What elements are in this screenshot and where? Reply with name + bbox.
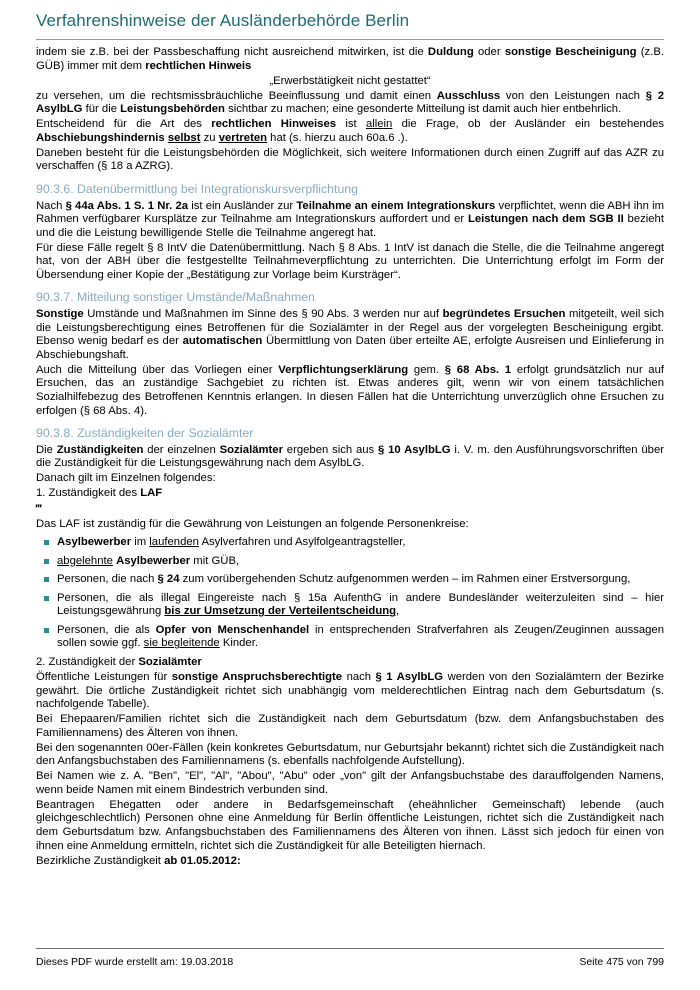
text-run: erfolgt grundsätzlich nur auf Ersuchen, das an zuständige Sachgebiet zu richten ist. Etwas anderes gilt, wenn wir von einem tatsächlichen Sozialhilfebezug des Betroffenen Kenntnis erlangen. In diesen Fällen hat die Unterrichtung unverzüglich ohne Ersuchen zu erfolgen (§ 68 Abs. 4). bbox=[36, 363, 665, 417]
text-run: sonstige Anspruchsberechtigte bbox=[171, 670, 343, 683]
text-run: Asylbewerber bbox=[57, 536, 132, 549]
text-run: § 68 Abs. 1 bbox=[444, 363, 512, 376]
paragraph bbox=[36, 503, 664, 517]
text-run: nach bbox=[342, 670, 376, 683]
text-run: i. V. m. den Ausführungsvorschriften über die Zuständigkeit für die Leistungsgewährung nach dem AsylbLG. bbox=[36, 443, 664, 470]
footer-row bbox=[36, 956, 664, 968]
text-run: (z.B. GÜB) immer mit dem bbox=[36, 46, 665, 72]
bullet-square-icon bbox=[44, 596, 49, 601]
text-run: , bbox=[396, 605, 400, 618]
text-run: begründetes Ersuchen bbox=[442, 308, 566, 321]
text-run: „Erwerbstätigkeit nicht gestattet“ bbox=[269, 74, 431, 87]
text-run: § 2 AsylbLG bbox=[36, 89, 665, 116]
text-run: Leistungsbehörden bbox=[120, 103, 225, 116]
text-run: Leistungen nach dem SGB II bbox=[467, 213, 624, 226]
paragraph bbox=[36, 147, 664, 174]
list-item-text bbox=[57, 592, 664, 618]
text-run: im bbox=[131, 536, 150, 549]
footer-created-date: Dieses PDF wurde erstellt am: 19.03.2018 bbox=[36, 956, 234, 968]
text-run: von den Leistungen nach bbox=[500, 89, 646, 102]
text-run: § 1 AsylbLG bbox=[375, 670, 444, 683]
text-run: Entscheidend für die Art des bbox=[36, 118, 212, 131]
text-run: indem sie z.B. bei der Passbeschaffung nicht ausreichend mitwirken, ist die bbox=[36, 46, 428, 58]
text-run: Verpflichtungserklärung bbox=[278, 363, 409, 376]
list-item bbox=[43, 624, 664, 651]
paragraph bbox=[36, 799, 664, 853]
text-run: sichtbar zu machen; eine gesonderte Mitteilung ist damit auch hier entbehrlich. bbox=[224, 103, 622, 116]
text-run: zu bbox=[200, 131, 219, 144]
text-run: Daneben besteht für die Leistungsbehörden die Möglichkeit, sich weitere Informationen durch einen Zugriff auf das AZR zu verschaffen (§ 18 a AZRG). bbox=[36, 146, 664, 173]
text-run: abgelehnte bbox=[57, 554, 113, 567]
text-run: ergeben sich aus bbox=[282, 443, 379, 456]
list-item-text bbox=[57, 555, 239, 567]
text-run: Auch die Mitteilung über das Vorliegen einer bbox=[36, 363, 279, 376]
list-item-text bbox=[57, 624, 664, 650]
paragraph bbox=[36, 90, 664, 117]
bullet-square-icon bbox=[44, 577, 49, 582]
text-run: ist ein Ausländer zur bbox=[188, 199, 297, 212]
text-run: zu versehen, um die rechtsmissbräuchliche Beeinflussung und damit einen bbox=[36, 89, 437, 102]
paragraph bbox=[36, 242, 664, 283]
text-run: vertreten bbox=[218, 131, 268, 144]
text-run: Ausschluss bbox=[436, 89, 501, 102]
text-run: sie begleitende bbox=[143, 637, 220, 650]
text-run: Übermittlung von Daten über erteilte AE, erfolgte Ausreisen und Einlieferung in Abschiebungshaft. bbox=[36, 335, 664, 361]
paragraph bbox=[36, 487, 664, 501]
text-run: mitgeteilt, weil sich die Leistungsberechtigung eines Betroffenen für die Sozialämter in der Regel aus der vorgelegten Bescheinigung ergibt. Ebenso wenig bedarf es der bbox=[36, 308, 665, 348]
text-run: oder bbox=[473, 46, 505, 58]
text-run: Asylverfahren und Asylfolgeantragsteller, bbox=[198, 536, 406, 549]
text-run: Sozialämter bbox=[138, 655, 202, 668]
text-run: verpflichtet, wenn die ABH ihn im Rahmen verfügbarer Kursplätze zur Teilnahme am Integrationskurs auffordert und er bbox=[36, 199, 664, 226]
text-run: gem. bbox=[408, 363, 445, 376]
paragraph bbox=[36, 855, 664, 869]
text-run: zum vorübergehenden Schutz aufgenommen werden – im Rahmen einer Erstversorgung, bbox=[179, 573, 631, 586]
list-item bbox=[43, 573, 664, 587]
text-run: rechtlichen Hinweis bbox=[145, 59, 252, 72]
paragraph bbox=[36, 308, 664, 362]
text-run: Nach bbox=[36, 199, 66, 212]
text-run: ist bbox=[336, 118, 366, 131]
text-run: allein bbox=[365, 118, 393, 131]
paragraph bbox=[36, 444, 664, 471]
text-run: bis zur Umsetzung der Verteilentscheidung bbox=[164, 605, 397, 618]
paragraph bbox=[36, 364, 664, 418]
text-run: Opfer von Menschenhandel bbox=[155, 623, 310, 636]
paragraph bbox=[36, 671, 664, 712]
text-run: die Frage, ob der Ausländer ein bestehendes bbox=[392, 118, 665, 131]
paragraph bbox=[36, 770, 664, 797]
paragraph bbox=[36, 75, 664, 89]
bullet-square-icon bbox=[44, 540, 49, 545]
document-body bbox=[0, 40, 700, 868]
text-run: Kinder. bbox=[219, 637, 258, 650]
text-run: für die bbox=[82, 103, 121, 116]
text-run: automatischen bbox=[182, 335, 263, 348]
text-run: mit GÜB, bbox=[190, 554, 240, 567]
paragraph bbox=[36, 472, 664, 486]
text-run: Beantragen Ehegatten oder andere in Bedarfsgemeinschaft (eheähnlicher Gemeinschaft) lebende (auch gleichgeschlechtlich) Personen ohne eine Anmeldung für Berlin öffentliche Leistungen, richtet sich die Zuständigkeit nach dem Geburtsdatum bzw. Anfangsbuchstaben des Familiennamens des Älteren von ihnen. Lässt sich jedoch für einen von ihnen eine Anmeldung ermitteln, richtet sich die Zuständigkeit für alle Beteiligten hiernach. bbox=[36, 798, 664, 852]
text-run: Bezirkliche Zuständigkeit bbox=[36, 854, 165, 867]
text-run: Sozialämter bbox=[219, 443, 283, 456]
footer-divider bbox=[36, 948, 664, 949]
list-item bbox=[43, 555, 664, 569]
text-run: Die bbox=[36, 443, 57, 456]
text-run: in entsprechenden Strafverfahren als Zeugen/Zeuginnen aussagen sollen sowie ggf. bbox=[57, 623, 664, 650]
text-run: Für diese Fälle regelt § 8 IntV die Datenübermittlung. Nach § 8 Abs. 1 IntV ist danach die Stelle, die die Teilnahme angeregt hat, von der ABH über die festgestellte Teilnahmeverpflichtung zu unterrichten. Die Unterrichtung erfolgt im Form der Übersendung einer Kopie der „Bestätigung zur Vorlage beim Kursträger“. bbox=[36, 241, 664, 281]
text-run: Personen, die als illegal Eingereiste nach § 15a AufenthG in andere Bundesländer weiterzuleiten sind – hier Leistungsgewährung bbox=[57, 591, 664, 618]
text-run: 2. Zuständigkeit der bbox=[36, 655, 139, 668]
section-heading: 90.3.6. Datenübermittlung bei Integrationskursverpflichtung bbox=[36, 181, 358, 196]
text-run: LAF bbox=[140, 487, 163, 500]
text-run: Sonstige bbox=[36, 308, 84, 321]
text-run: Teilnahme an einem Integrationskurs bbox=[296, 199, 496, 212]
section-heading: 90.3.7. Mitteilung sonstiger Umstände/Maßnahmen bbox=[36, 290, 315, 305]
text-run: selbst bbox=[167, 131, 201, 144]
text-run: Duldung bbox=[427, 46, 474, 58]
list-item bbox=[43, 592, 664, 619]
list-item-text bbox=[57, 536, 406, 548]
list-item bbox=[43, 536, 664, 550]
list-item-text bbox=[57, 573, 630, 585]
page-title: Verfahrenshinweise der Ausländerbehörde Berlin bbox=[36, 11, 410, 30]
paragraph bbox=[36, 742, 664, 769]
text-run: Umstände und Maßnahmen im Sinne des § 90 Abs. 3 werden nur auf bbox=[83, 308, 443, 321]
text-run: ab 01.05.2012: bbox=[164, 854, 241, 867]
text-run: Das LAF ist zuständig für die Gewährung von Leistungen an folgende Personenkreise: bbox=[36, 517, 469, 530]
text-run: der einzelnen bbox=[143, 443, 220, 456]
footer-page-number: Seite 475 von 799 bbox=[579, 956, 664, 968]
text-run: Personen, die nach bbox=[57, 573, 158, 586]
text-run: Zuständigkeiten bbox=[56, 443, 144, 456]
paragraph bbox=[36, 518, 664, 532]
text-run: rechtlichen Hinweises bbox=[211, 118, 337, 131]
text-run: § 44a Abs. 1 S. 1 Nr. 2a bbox=[65, 199, 189, 212]
paragraph bbox=[36, 118, 664, 145]
text-run: Danach gilt im Einzelnen folgendes: bbox=[36, 472, 216, 485]
bullet-square-icon bbox=[44, 559, 49, 564]
bullet-square-icon bbox=[44, 628, 49, 633]
text-run: laufenden bbox=[149, 536, 199, 549]
paragraph bbox=[36, 46, 664, 73]
text-run: Personen, die als bbox=[57, 623, 156, 636]
text-run: Abschiebungshindernis bbox=[36, 131, 168, 144]
text-run: § 10 AsylbLG bbox=[378, 443, 451, 456]
paragraph bbox=[36, 200, 664, 241]
text-run: Asylbewerber bbox=[116, 554, 191, 567]
text-run: Bei Ehepaaren/Familien richtet sich die Zuständigkeit nach dem Geburtsdatum (bzw. dem Anfangsbuchstaben des Familiennamens) des Älteren von ihnen. bbox=[36, 713, 664, 739]
paragraph bbox=[36, 713, 664, 740]
section-heading: 90.3.8. Zuständigkeiten der Sozialämter bbox=[36, 426, 254, 441]
text-run: werden von den Sozialämtern der Bezirke gewährt. Die örtliche Zuständigkeit richtet sich unabhängig vom melderechtlichen Eintrag nach dem Geburtsdatum (s. nachfolgende Tabelle). bbox=[36, 670, 664, 711]
text-run: bezieht und die die Leistung bewilligende Stelle die Teilnahme angeregt hat. bbox=[36, 213, 664, 239]
document-footer bbox=[36, 948, 664, 968]
text-run: § 24 bbox=[157, 573, 180, 586]
text-run: 1. Zuständigkeit des bbox=[36, 487, 141, 500]
text-run: Bei Namen wie z. A. "Ben", "El", "Al", "Abou", "Abu" oder „von" gilt der Anfangsbuchstabe des darauffolgenden Namens, wenn beide Namen mit einem Bindestrich verbunden sind. bbox=[36, 770, 664, 796]
paragraph bbox=[36, 656, 664, 670]
text-run: hat (s. hierzu auch 60a.6 .). bbox=[267, 131, 408, 144]
document-header bbox=[0, 0, 700, 40]
text-run: sonstige Bescheinigung bbox=[504, 46, 637, 58]
text-run: Bei den sogenannten 00er-Fällen (kein konkretes Geburtsdatum, nur Geburtsjahr bekannt) richtet sich die Zuständigkeit nach den Anfangsbuchstaben des Familiennamens (s. ebenfalls nachfolgende Aufstellung). bbox=[36, 741, 664, 768]
text-run: ‴ bbox=[36, 502, 42, 515]
text-run: Öffentliche Leistungen für bbox=[36, 670, 172, 683]
